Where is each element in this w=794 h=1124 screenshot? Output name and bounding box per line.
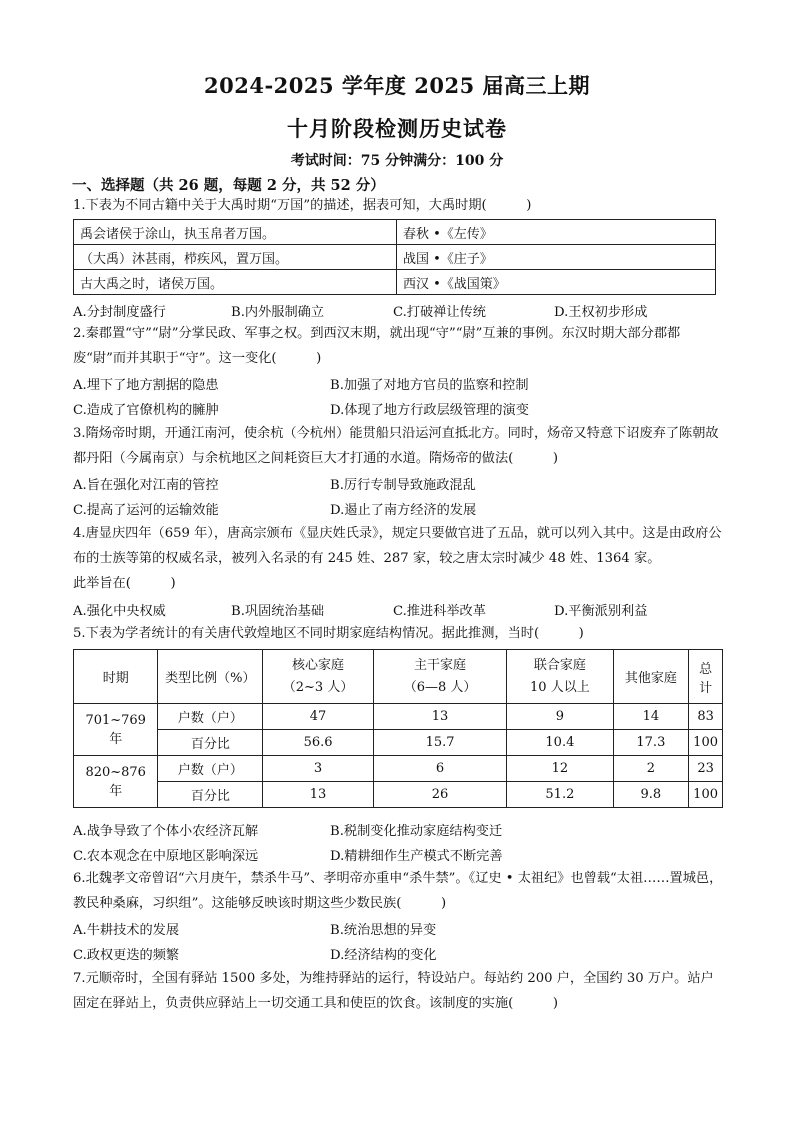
table-cell: 15.7 bbox=[373, 730, 506, 756]
option-c[interactable]: C.推进科举改革 bbox=[393, 604, 486, 619]
table-cell: 10.4 bbox=[507, 730, 613, 756]
option-b[interactable]: B.厉行专制导致施政混乱 bbox=[330, 478, 476, 493]
table-row bbox=[74, 245, 716, 270]
question-5-options-row2 bbox=[73, 845, 723, 867]
table-cell: 23 bbox=[689, 756, 723, 782]
question-5-table bbox=[73, 649, 723, 808]
option-a[interactable]: A.强化中央权威 bbox=[73, 604, 166, 619]
table-cell: 西汉 •《战国策》 bbox=[397, 270, 716, 295]
table-cell-label: 户数（户） bbox=[158, 704, 263, 730]
table-header-total: 总计 bbox=[689, 650, 723, 704]
question-2-stem: 2.秦郡置“守”“尉”分掌民政、军事之权。到西汉末期，就出现“守”“尉”互兼的事例。东汉时期大部分郡都废“尉”而并其职于“守”。这一变化( ) bbox=[73, 326, 681, 366]
table-cell-label: 百分比 bbox=[158, 730, 263, 756]
option-b[interactable]: B.内外服制确立 bbox=[231, 305, 325, 320]
table-header-row bbox=[74, 650, 723, 704]
table-row bbox=[74, 730, 723, 756]
section-title: 一、选择题（共 26 题，每题 2 分，共 52 分） bbox=[72, 177, 385, 194]
table-row bbox=[74, 756, 723, 782]
table-header-type: 类型比例（%） bbox=[158, 650, 263, 704]
table-cell: 17.3 bbox=[613, 730, 689, 756]
table-header-core bbox=[263, 650, 374, 704]
table-cell: 6 bbox=[373, 756, 506, 782]
table-row bbox=[74, 782, 723, 808]
table-header-core-name: 核心家庭 bbox=[292, 657, 345, 673]
table-cell: 100 bbox=[689, 782, 723, 808]
table-cell: 56.6 bbox=[263, 730, 374, 756]
option-b[interactable]: B.加强了对地方官员的监察和控制 bbox=[330, 378, 529, 393]
table-header-joint-size: 10 人以上 bbox=[530, 679, 590, 695]
table-cell-label: 户数（户） bbox=[158, 756, 263, 782]
table-cell-period: 820~876 年 bbox=[74, 756, 158, 808]
exam-title-line2: 十月阶段检测历史试卷 bbox=[287, 116, 507, 141]
option-c[interactable]: C.提高了运河的运输效能 bbox=[73, 503, 219, 518]
option-d[interactable]: D.平衡派别利益 bbox=[554, 604, 648, 619]
table-cell-label: 百分比 bbox=[158, 782, 263, 808]
table-header-joint bbox=[507, 650, 613, 704]
table-cell: 2 bbox=[613, 756, 689, 782]
option-c[interactable]: C.政权更迭的频繁 bbox=[73, 948, 180, 963]
table-cell: 83 bbox=[689, 704, 723, 730]
table-cell: 14 bbox=[613, 704, 689, 730]
table-cell: 古大禹之时，诸侯万国。 bbox=[74, 270, 397, 295]
question-2-options-row2 bbox=[73, 399, 723, 421]
question-2-options-row1 bbox=[73, 374, 723, 396]
table-header-main-name: 主干家庭 bbox=[414, 657, 467, 673]
exam-info: 考试时间：75 分钟满分：100 分 bbox=[290, 153, 504, 169]
table-cell: 战国 •《庄子》 bbox=[397, 245, 716, 270]
table-cell: 47 bbox=[263, 704, 374, 730]
question-5-stem: 5.下表为学者统计的有关唐代敦煌地区不同时期家庭结构情况。据此推测，当时( ) bbox=[73, 626, 584, 641]
table-cell: 51.2 bbox=[507, 782, 613, 808]
question-4-stem: 4.唐显庆四年（659 年），唐高宗颁布《显庆姓氏录》，规定只要做官进了五品，就可以列入其中。这是由政府公布的士族等第的权威名录，被列入名录的有 245 姓、287 家，较之唐太宗时减少 48 姓、1364 家。 bbox=[73, 526, 722, 566]
table-header-period: 时期 bbox=[74, 650, 158, 704]
option-d[interactable]: D.遏止了南方经济的发展 bbox=[330, 503, 477, 518]
option-a[interactable]: A.埋下了地方割据的隐患 bbox=[73, 378, 219, 393]
table-row bbox=[74, 270, 716, 295]
table-cell: 12 bbox=[507, 756, 613, 782]
question-4-stem-continued: 此举旨在( ) bbox=[73, 576, 176, 591]
option-c[interactable]: C.农本观念在中原地区影响深远 bbox=[73, 849, 259, 864]
option-a[interactable]: A.旨在强化对江南的管控 bbox=[73, 478, 219, 493]
table-cell: 3 bbox=[263, 756, 374, 782]
table-header-core-size: （2~3 人） bbox=[282, 679, 354, 695]
table-header-main bbox=[373, 650, 506, 704]
table-cell: 13 bbox=[373, 704, 506, 730]
table-cell: 26 bbox=[373, 782, 506, 808]
table-cell: （大禹）沐甚雨，栉疾风，置万国。 bbox=[74, 245, 397, 270]
table-cell: 9.8 bbox=[613, 782, 689, 808]
table-row bbox=[74, 220, 716, 245]
question-6-options-row1 bbox=[73, 919, 723, 941]
option-b[interactable]: B.巩固统治基础 bbox=[231, 604, 325, 619]
question-3-options-row2 bbox=[73, 499, 723, 521]
question-6-options-row2 bbox=[73, 944, 723, 966]
option-c[interactable]: C.造成了官僚机构的臃肿 bbox=[73, 403, 219, 418]
option-b[interactable]: B.税制变化推动家庭结构变迁 bbox=[330, 824, 503, 839]
option-c[interactable]: C.打破禅让传统 bbox=[393, 305, 486, 320]
option-d[interactable]: D.精耕细作生产模式不断完善 bbox=[330, 849, 503, 864]
table-cell: 9 bbox=[507, 704, 613, 730]
exam-title-line1: 2024-2025 学年度 2025 届高三上期 bbox=[204, 73, 590, 98]
option-b[interactable]: B.统治思想的异变 bbox=[330, 923, 437, 938]
question-3-options-row1 bbox=[73, 474, 723, 496]
table-header-main-size: （6—8 人） bbox=[403, 679, 477, 695]
option-a[interactable]: A.牛耕技术的发展 bbox=[73, 923, 180, 938]
option-a[interactable]: A.战争导致了个体小农经济瓦解 bbox=[73, 824, 259, 839]
question-1-stem: 1.下表为不同古籍中关于大禹时期“万国”的描述，据表可知，大禹时期( ) bbox=[73, 198, 532, 213]
question-5-options-row1 bbox=[73, 820, 723, 842]
question-3-stem: 3.隋炀帝时期，开通江南河，使余杭（今杭州）能贯船只沿运河直抵北方。同时，炀帝又特意下诏废弃了陈朝故都丹阳（今属南京）与余杭地区之间耗资巨大才打通的水道。隋炀帝的做法( ) bbox=[73, 426, 719, 466]
question-4-options bbox=[73, 600, 723, 622]
table-cell: 13 bbox=[263, 782, 374, 808]
table-cell: 春秋 •《左传》 bbox=[397, 220, 716, 245]
question-7-stem: 7.元顺帝时，全国有驿站 1500 多处，为维持驿站的运行，特设站户。每站约 200 户，全国约 30 万户。站户固定在驿站上，负责供应驿站上一切交通工具和使臣的饮食。该制度的实施( ) bbox=[73, 971, 714, 1011]
table-row bbox=[74, 704, 723, 730]
question-1-options bbox=[73, 301, 723, 323]
option-d[interactable]: D.王权初步形成 bbox=[554, 305, 648, 320]
table-cell: 禹会诸侯于涂山，执玉帛者万国。 bbox=[74, 220, 397, 245]
question-6-stem: 6.北魏孝文帝曾诏“六月庚午，禁杀牛马”、孝明帝亦重申“杀牛禁”。《辽史 • 太祖纪》也曾载“太祖……置城邑，教民种桑麻，习织组”。这能够反映该时期这些少数民族( ) bbox=[73, 871, 723, 911]
option-a[interactable]: A.分封制度盛行 bbox=[73, 305, 166, 320]
table-cell-period: 701~769 年 bbox=[74, 704, 158, 756]
table-header-other: 其他家庭 bbox=[613, 650, 689, 704]
question-1-table bbox=[73, 219, 716, 295]
table-cell: 100 bbox=[689, 730, 723, 756]
table-header-joint-name: 联合家庭 bbox=[533, 657, 586, 673]
option-d[interactable]: D.经济结构的变化 bbox=[330, 948, 437, 963]
option-d[interactable]: D.体现了地方行政层级管理的演变 bbox=[330, 403, 529, 418]
